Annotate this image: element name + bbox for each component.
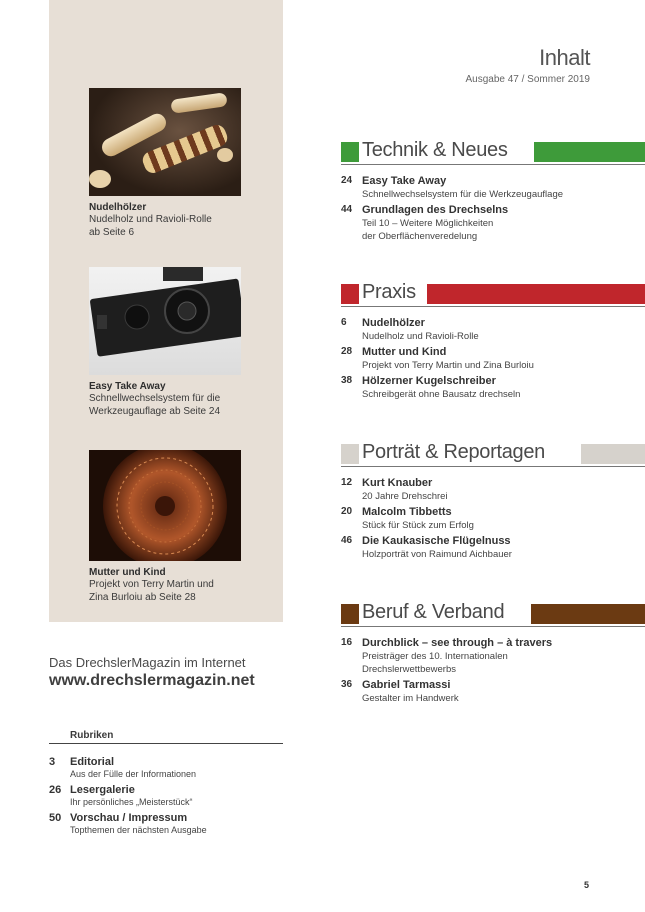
entry-desc: Projekt von Terry Martin und Zina Burloiu xyxy=(362,360,534,371)
feature-desc: Projekt von Terry Martin und Zina Burloiu ab Seite 28 xyxy=(89,579,214,603)
toc-entry[interactable] xyxy=(341,505,645,532)
entry-title: Gabriel Tarmassi xyxy=(362,679,451,691)
entry-desc: Schreibgerät ohne Bausatz drechseln xyxy=(362,389,521,400)
entry-title: Kurt Knauber xyxy=(362,477,433,489)
toc-entry[interactable] xyxy=(341,203,645,243)
entry-desc: Teil 10 – Weitere Möglichkeiten der Oberflächenveredelung xyxy=(362,218,494,242)
entry-title: Durchblick – see through – à travers xyxy=(362,637,553,649)
section-color-bar xyxy=(427,284,645,304)
entry-desc: Holzporträt von Raimund Aichbauer xyxy=(362,549,512,560)
section-color-bar xyxy=(581,444,645,464)
section-title: Technik & Neues xyxy=(362,139,512,162)
entry-title: Die Kaukasische Flügelnuss xyxy=(362,535,511,547)
toc-entry[interactable] xyxy=(341,636,645,676)
section-color-block xyxy=(341,142,359,162)
entry-desc: Nudelholz und Ravioli-Rolle xyxy=(362,331,479,342)
toc-entry[interactable] xyxy=(341,174,645,201)
rubriken-item[interactable] xyxy=(49,784,283,808)
page-number: 50 xyxy=(49,812,62,824)
section-color-block xyxy=(341,444,359,464)
entry-desc: Stück für Stück zum Erfolg xyxy=(362,520,474,531)
entry-title: Nudelhölzer xyxy=(362,317,425,329)
feature-nudelhoelzer[interactable] xyxy=(89,88,241,239)
feature-title: Nudelhölzer xyxy=(89,202,147,213)
entry-title: Easy Take Away xyxy=(362,175,447,187)
page-number: 38 xyxy=(341,375,353,386)
rubriken-item[interactable] xyxy=(49,812,283,836)
page-number: 36 xyxy=(341,679,353,690)
tool-rest-device-photo xyxy=(89,267,241,375)
feature-desc: Schnellwechselsystem für die Werkzeugauflage ab Seite 24 xyxy=(89,393,221,417)
entry-desc: Preisträger des 10. Internationalen Drechslerwettbewerbs xyxy=(362,651,508,675)
feature-title: Mutter und Kind xyxy=(89,567,166,578)
section-title: Beruf & Verband xyxy=(362,601,508,624)
web-intro: Das DrechslerMagazin im Internet xyxy=(49,655,246,670)
item-title: Lesergalerie xyxy=(70,784,135,796)
section-header xyxy=(341,602,645,627)
page-number: 12 xyxy=(341,477,353,488)
toc-entry[interactable] xyxy=(341,345,645,372)
page-number: 46 xyxy=(341,535,353,546)
toc-entry[interactable] xyxy=(341,534,645,561)
toc-entry[interactable] xyxy=(341,374,645,401)
section-portraet-reportagen xyxy=(341,442,645,563)
entry-desc: Gestalter im Handwerk xyxy=(362,693,459,704)
sidebar-panel xyxy=(49,0,283,622)
page-number: 16 xyxy=(341,637,353,648)
section-header xyxy=(341,442,645,467)
toc-entry[interactable] xyxy=(341,678,645,705)
section-color-block xyxy=(341,604,359,624)
page-number: 44 xyxy=(341,204,353,215)
page-number: 20 xyxy=(341,506,353,517)
page-number: 6 xyxy=(341,317,347,328)
toc-entry[interactable] xyxy=(341,476,645,503)
page-number-footer: 5 xyxy=(584,880,590,890)
section-title: Porträt & Reportagen xyxy=(362,441,549,464)
item-desc: Topthemen der nächsten Ausgabe xyxy=(70,825,207,835)
feature-easy-take-away[interactable] xyxy=(89,267,241,418)
section-beruf-verband xyxy=(341,602,645,707)
feature-desc: Nudelholz und Ravioli-Rolle ab Seite 6 xyxy=(89,214,212,238)
section-technik-neues xyxy=(341,140,645,245)
item-desc: Aus der Fülle der Informationen xyxy=(70,769,197,779)
section-praxis xyxy=(341,282,645,403)
section-color-block xyxy=(341,284,359,304)
page-title: Inhalt xyxy=(539,45,590,70)
rolling-pin-photo xyxy=(89,88,241,196)
toc-entry[interactable] xyxy=(341,316,645,343)
carved-bowl-photo xyxy=(89,450,241,561)
item-desc: Ihr persönliches „Meisterstück“ xyxy=(70,797,193,807)
page-number: 26 xyxy=(49,784,62,796)
rubriken-item[interactable] xyxy=(49,756,283,780)
feature-mutter-und-kind[interactable] xyxy=(89,450,241,604)
section-color-bar xyxy=(531,604,645,624)
entry-title: Grundlagen des Drechselns xyxy=(362,204,509,216)
item-title: Editorial xyxy=(70,756,115,768)
page-number: 3 xyxy=(49,756,56,768)
section-header xyxy=(341,282,645,307)
section-header xyxy=(341,140,645,165)
item-title: Vorschau / Impressum xyxy=(70,812,188,824)
entry-title: Hölzerner Kugelschreiber xyxy=(362,375,496,387)
entry-desc: 20 Jahre Drehschrei xyxy=(362,491,448,502)
entry-desc: Schnellwechselsystem für die Werkzeugauflage xyxy=(362,189,564,200)
page-number: 28 xyxy=(341,346,353,357)
entry-title: Malcolm Tibbetts xyxy=(362,506,452,518)
issue-label: Ausgabe 47 / Sommer 2019 xyxy=(465,74,590,85)
rubriken-heading: Rubriken xyxy=(49,730,283,744)
rubriken-list xyxy=(49,756,283,840)
website-link[interactable]: www.drechslermagazin.net xyxy=(49,672,255,689)
entry-title: Mutter und Kind xyxy=(362,346,447,358)
section-title: Praxis xyxy=(362,281,420,304)
section-color-bar xyxy=(534,142,645,162)
feature-title: Easy Take Away xyxy=(89,381,166,392)
page-number: 24 xyxy=(341,175,353,186)
